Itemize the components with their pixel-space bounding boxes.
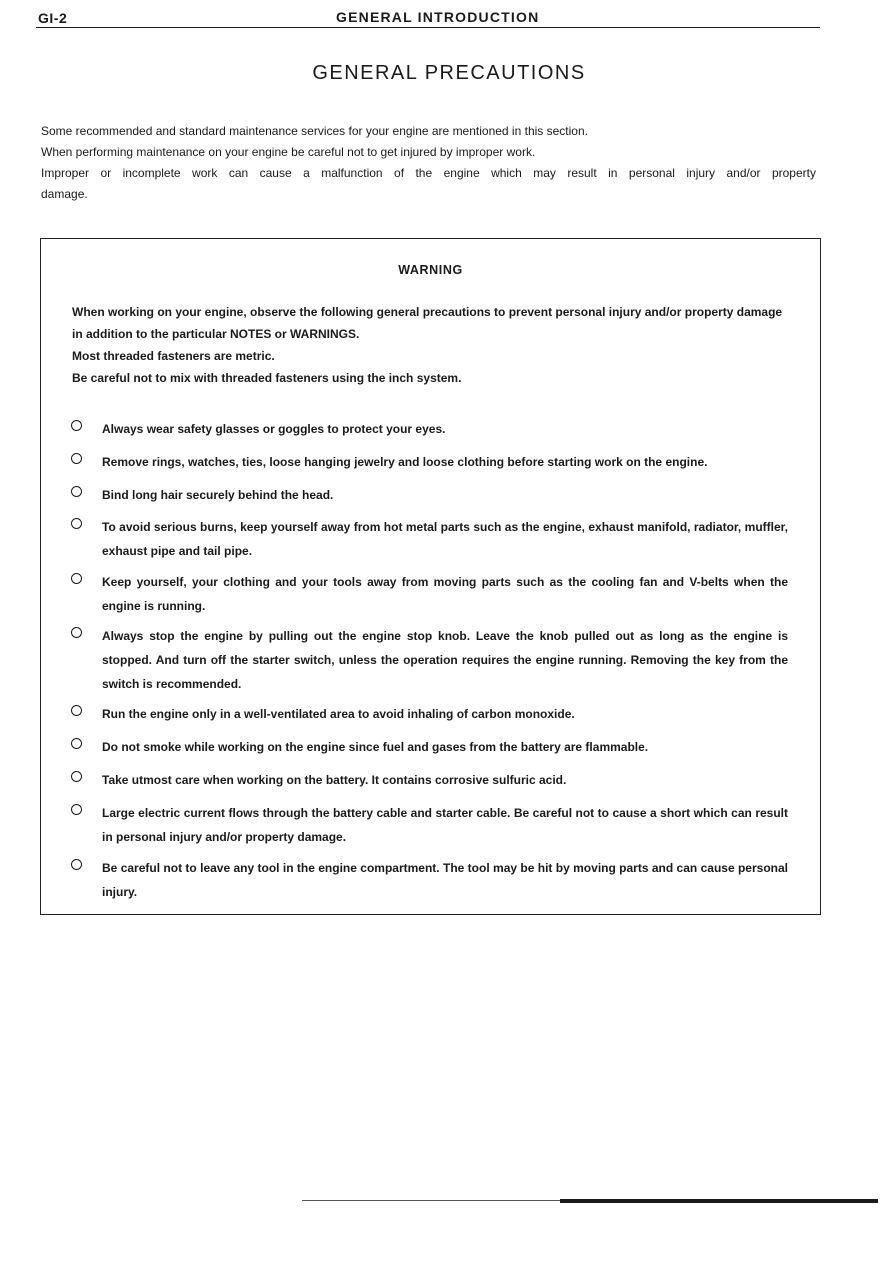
- page-number: GI-2: [38, 10, 68, 26]
- precaution-text: Always stop the engine by pulling out the engine stop knob. Leave the knob pulled out as long as the engine is stopped. And turn off the starter switch, unless the operation requires the engine running. Removing the key from the switch is recommended.: [102, 629, 788, 691]
- circle-bullet-icon: [71, 453, 82, 464]
- precaution-text: Be careful not to leave any tool in the engine compartment. The tool may be hit by moving parts and can cause personal injury.: [102, 861, 788, 899]
- circle-bullet-icon: [71, 738, 82, 749]
- precaution-text: To avoid serious burns, keep yourself away from hot metal parts such as the engine, exhaust manifold, radiator, muffler, exhaust pipe and tail pipe.: [102, 520, 788, 558]
- precaution-text: Keep yourself, your clothing and your tools away from moving parts such as the cooling fan and V-belts when the engine is running.: [102, 575, 788, 613]
- circle-bullet-icon: [71, 518, 82, 529]
- section-title: GENERAL INTRODUCTION: [336, 9, 540, 25]
- precaution-text: Do not smoke while working on the engine since fuel and gases from the battery are flammable.: [102, 740, 649, 754]
- circle-bullet-icon: [71, 420, 82, 431]
- page-title: GENERAL PRECAUTIONS: [312, 62, 586, 84]
- precaution-text: Run the engine only in a well-ventilated area to avoid inhaling of carbon monoxide.: [102, 707, 575, 721]
- precaution-text: Remove rings, watches, ties, loose hanging jewelry and loose clothing before starting work on the engine.: [102, 455, 708, 469]
- intro-line: When performing maintenance on your engine be careful not to get injured by improper work.: [41, 145, 536, 159]
- warning-box: [40, 238, 821, 915]
- warning-title: WARNING: [398, 263, 463, 277]
- circle-bullet-icon: [71, 771, 82, 782]
- circle-bullet-icon: [71, 804, 82, 815]
- footer-rule-bar: [560, 1199, 878, 1203]
- header-rule: [36, 27, 820, 28]
- warning-intro-line: When working on your engine, observe the following general precautions to prevent personal injury and/or property damage in addition to the particular NOTES or WARNINGS.: [72, 305, 783, 341]
- warning-intro: [72, 301, 785, 389]
- precaution-text: Always wear safety glasses or goggles to protect your eyes.: [102, 422, 446, 436]
- precaution-text: Large electric current flows through the battery cable and starter cable. Be careful not to cause a short which can result in personal injury and/or property damage.: [102, 806, 788, 844]
- circle-bullet-icon: [71, 859, 82, 870]
- intro-line: Improper or incomplete work can cause a malfunction of the engine which may result in personal injury and/or property: [41, 166, 816, 180]
- warning-intro-line: Most threaded fasteners are metric.: [72, 349, 275, 363]
- page-header: [36, 8, 820, 32]
- circle-bullet-icon: [71, 627, 82, 638]
- precaution-text: Take utmost care when working on the battery. It contains corrosive sulfuric acid.: [102, 773, 567, 787]
- intro-line: damage.: [41, 187, 88, 201]
- circle-bullet-icon: [71, 486, 82, 497]
- intro-line: Some recommended and standard maintenance services for your engine are mentioned in this section.: [41, 124, 588, 138]
- circle-bullet-icon: [71, 573, 82, 584]
- intro-paragraph: [41, 121, 816, 205]
- warning-intro-line: Be careful not to mix with threaded fasteners using the inch system.: [72, 371, 462, 385]
- circle-bullet-icon: [71, 705, 82, 716]
- precaution-text: Bind long hair securely behind the head.: [102, 488, 334, 502]
